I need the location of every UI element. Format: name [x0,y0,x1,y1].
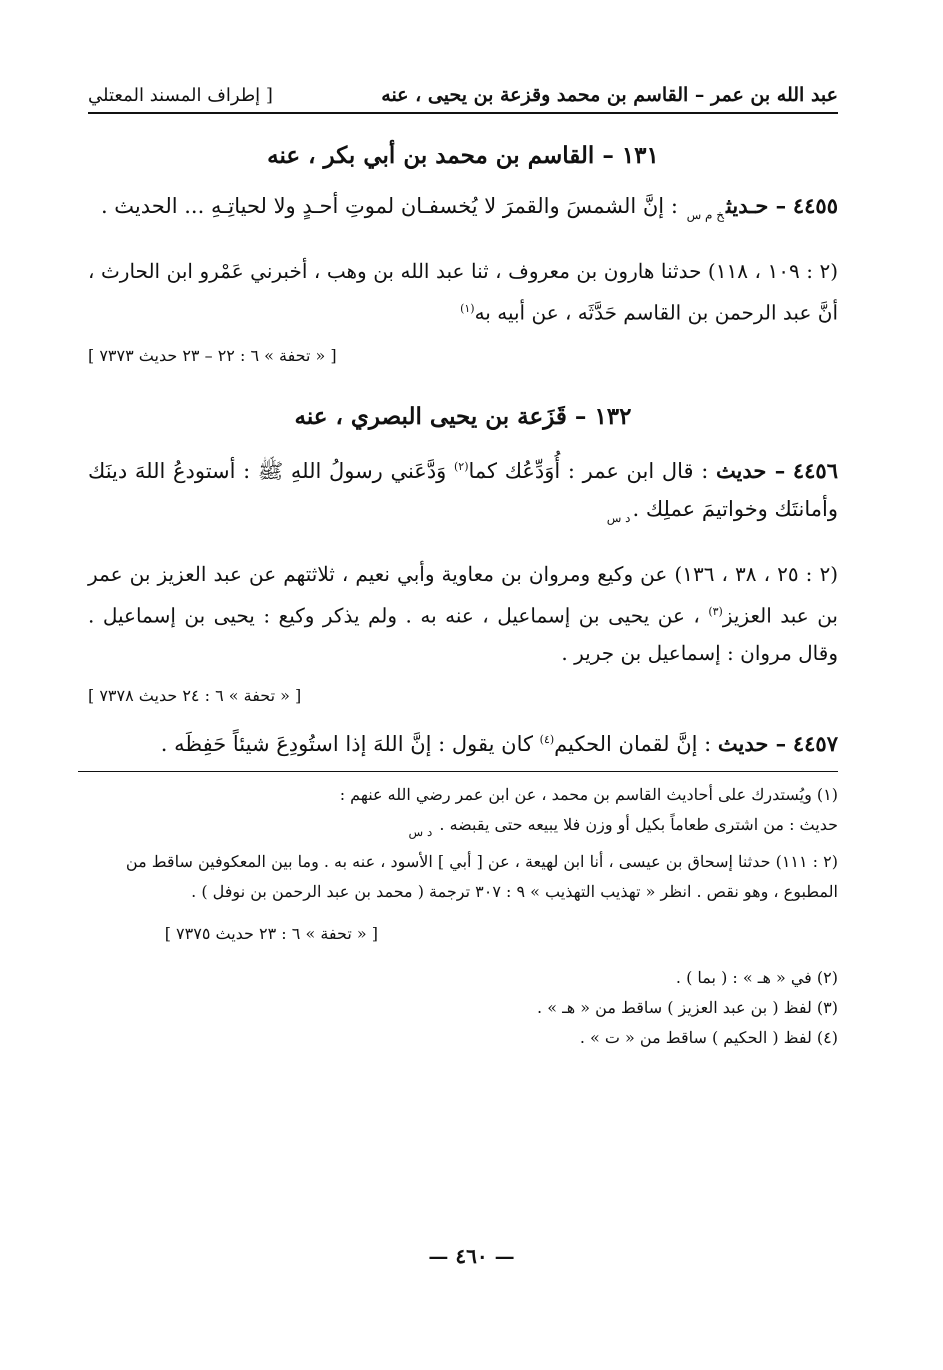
hadith-number: ٤٤٥٥ [792,193,838,218]
chapter-title-132: ١٣٢ – قَزَعة بن يحيى البصري ، عنه [294,402,632,430]
hadith-text: : إنَّ الشمسَ والقمرَ لا يُخسفـان لموتِ أحـدٍ ولا لحياتِـهِ ... الحديث . [100,194,678,218]
isnad-4455 [88,252,838,332]
tuhfa-ref-4456-wrap [88,672,838,715]
hadith-text-a: : قال ابن عمر : أُوَدِّعُك كما [468,458,709,483]
hadith-text-b: كان يقول : إنَّ اللهَ إذا استُودِعَ شيئاً حَفِظَه . [160,732,533,757]
hadith-text-b: وَدَّعَني رسولُ اللهِ ﷺ : أستودعُ اللهَ دينَك وأمانتَك وخواتيمَ عملِك . [88,458,838,521]
hadith-number: ٤٤٥٧ [792,731,838,757]
tuhfa-ref: [ « تحفة » ٦ : ٢٢ – ٢٣ حديث ٧٣٧٣ ] [88,345,337,365]
running-header-right: عبد الله بن عمر – القاسم بن محمد وقزعة بن يحيى ، عنه [381,84,838,106]
hadith-text-a: : إنَّ لقمان الحكيم [554,732,712,757]
isnad-text: (٢ : ١٠٩ ، ١١٨) حدثنا هارون بن معروف ، ثنا عبد الله بن وهب ، أخبرني عَمْرو ابن الحارث ، أنَّ عبد الرحمن بن القاسم حَدَّثَه ، عن أبيه به [88,259,838,325]
footnote-4: (٤) لفظ ( الحكيم ) ساقط من « ت » . [579,1028,838,1048]
footnote-1-tuhfa-wrap [78,919,838,949]
footnote-ref-3[interactable]: (٣) [708,604,723,618]
page-body [88,84,838,1053]
hadith-keyword: – حديث [715,457,786,483]
footnote-ref-4[interactable]: (٤) [539,733,555,747]
isnad-text-b: ، عن يحيى بن إسماعيل ، عنه به . ولم يذكر وكيع : يحيى بن إسماعيل . وقال مروان : إسماعيل بن جرير . [88,603,838,666]
running-header-left: [ إطراف المسند المعتلي [88,85,273,106]
isnad-4456 [88,555,838,673]
hadith-siglum: د س [606,510,631,525]
footnote-1-siglum: د س [408,825,433,840]
footnote-1-tuhfa: [ « تحفة » ٦ : ٢٣ حديث ٧٣٧٥ ] [164,924,378,944]
running-header [88,84,838,114]
hadith-4457 [88,721,838,763]
footnote-1-hadith-text: حديث : من اشترى طعاماً بكيل أو وزن فلا يبيعه حتى يقبضه . [439,815,838,835]
footnotes [78,771,838,1053]
footnote-ref-2[interactable]: (٢) [453,459,469,473]
footnote-1-isnad: (٢ : ١١١) حدثنا إسحاق بن عيسى ، أنا ابن لهيعة ، عن [ أبي ] الأسود ، عنه به . وما بين المعكوفين ساقط من المطبوع ، وهو نقص . انظر « تهذيب التهذيب » ٩ : ٣٠٧ ترجمة ( محمد بن عبد الرحمن بن نوفل ) . [125,852,838,902]
hadith-number: ٤٤٥٦ [792,457,838,483]
hadith-keyword: – حـديث [726,193,787,218]
hadith-siglum: خ م س [686,208,725,222]
tuhfa-ref-4455-wrap [88,332,838,375]
footnote-ref-1[interactable]: (١) [460,302,475,315]
page-number: — ٤٦٠ — [428,1244,515,1268]
isnad-text-a: (٢ : ٢٥ ، ٣٨ ، ١٣٦) عن وكيع ومروان بن معاوية وأبي نعيم ، ثلاثتهم عن عبد العزيز بن عمر بن عبد العزيز [88,561,839,628]
hadith-4456 [88,448,838,537]
footnote-1-intro: (١) ويُستدرك على أحاديث القاسم بن محمد ، عن ابن عمر رضي الله عنهم : [339,785,838,805]
footnote-2: (٢) في « هـ » : ( بما ) . [675,968,838,988]
tuhfa-ref: [ « تحفة » ٦ : ٢٤ حديث ٧٣٧٨ ] [88,686,302,706]
footnote-3: (٣) لفظ ( بن عبد العزيز ) ساقط من « هـ » . [537,998,838,1018]
hadith-4455 [88,187,838,234]
hadith-keyword: – حديث [717,731,787,757]
chapter-title-131: ١٣١ – القاسم بن محمد بن أبي بكر ، عنه [267,142,659,169]
footnote-1-hadith [78,810,838,847]
